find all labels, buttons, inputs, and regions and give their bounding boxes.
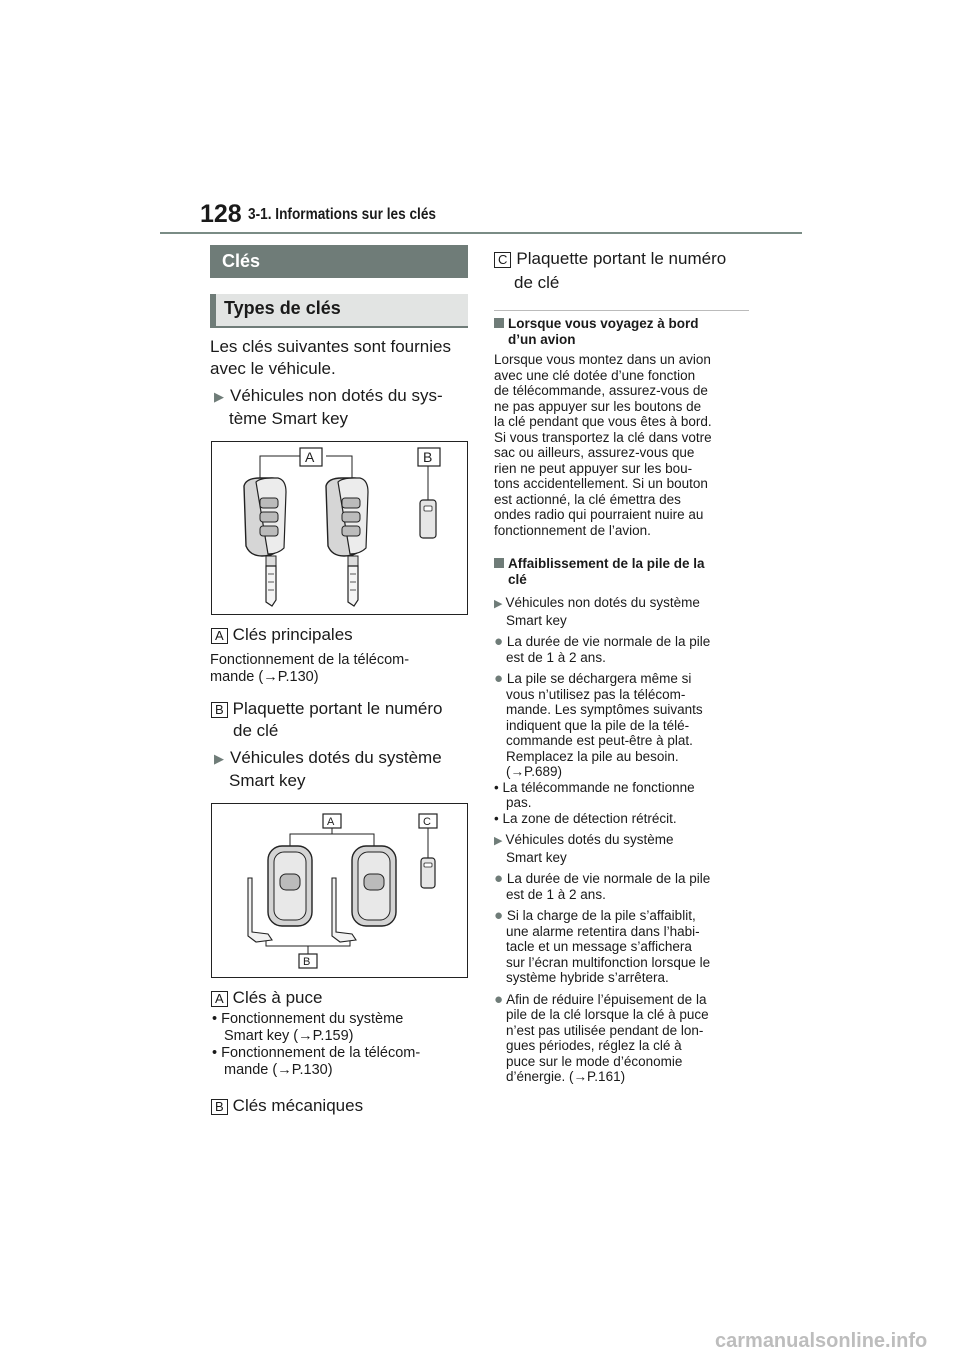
text-line: tacle et un message s’affichera	[506, 939, 692, 954]
text-line: (→P.689)	[506, 764, 563, 779]
travel-section: Lorsque vous voyagez à bord d’un avion Lorsque vous montez dans un avion avec une clé dotée d’une fonction de télécommande, assurez-vous de ne pas appuyer sur les boutons de la clé pendant que vous êtes à bord. Si vous transportez la clé dans votre sac ou ailleurs, assurez-vous que rien ne peut appuyer sur les bou- tons accidentellement. Si un bouton est actionné, la clé émettra des ondes radio qui pourraient nuire au fonctionnement de l’avion.	[494, 316, 749, 538]
battery-section: Affaiblissement de la pile de la clé ▶ Véhicules non dotés du système Smart key ● La durée de vie normale de la pile est de 1 à 2 ans. ● La pile se déchargera même si vous n’utilisez pas la télécom- mande. Les symptômes suivants indiquent que la pile de la télé- commande est peut-être à plat. Remplacez la pile au besoin. (→P.689) • La télécommande ne fonctionne pas. • La zone de détection rétrécit. ▶ Véhicules dotés du système Smart key ● La durée de vie normale de la pile est de 1 à 2 ans. ● Si la charge de la pile s’affaiblit, une alarme retentira dans l’habi- tacle et un message s’affichera sur l’écran multifonction lorsque le système hybride s’arrêtera. ● Afin de réduire l’épuisement de la pile de la clé lorsque la clé à puce n’est pas utilisée pendant de lon- gues périodes, réglez la clé à puce sur le mode d’économie d’énergie. (→P.161)	[494, 556, 749, 1085]
circle-bullet-icon: ●	[494, 633, 504, 650]
group1-heading: ▶ Véhicules non dotés du sys- tème Smart key	[214, 386, 443, 428]
figure-label-b-text: B	[423, 449, 433, 465]
square-bullet-icon	[494, 558, 504, 568]
square-bullet-icon	[494, 318, 504, 328]
text-line: une alarme retentira dans l’habi-	[506, 923, 700, 939]
text-line: n’est pas utilisée pendant de lon-	[506, 1022, 704, 1038]
item-b-conventional: B Plaquette portant le numéro de clé	[211, 698, 442, 742]
text-line: d’énergie. (→P.161)	[506, 1069, 626, 1084]
figure-smart-keys	[211, 803, 468, 978]
text-line: mande. Les symptômes suivants	[506, 702, 703, 717]
tag-a: A	[211, 628, 228, 644]
item-b-mechanical: B Clés mécaniques	[211, 1095, 363, 1117]
circle-bullet-icon: ●	[494, 870, 504, 887]
text-line: Remplacez la pile au besoin.	[506, 748, 679, 764]
text-line: tons accidentellement. Si un bouton	[494, 476, 708, 491]
item-a-conventional: A Clés principales	[211, 624, 353, 646]
text-line: ne pas appuyer sur les boutons de	[494, 398, 702, 414]
text-line: gues périodes, réglez la clé à	[506, 1038, 682, 1053]
item-a-smart-list: • Fonctionnement du système Smart key (→P.159) • Fonctionnement de la télécom- mande (→P.130)	[212, 1011, 421, 1078]
item-a-smart: A Clés à puce	[211, 987, 322, 1009]
figure2-label-c-text: C	[423, 816, 431, 828]
text-line: sac ou ailleurs, assurez-vous que	[494, 445, 695, 460]
text-line: Si vous transportez la clé dans votre	[494, 429, 712, 445]
item-c-plate: C Plaquette portant le numéro de clé	[494, 248, 726, 294]
text-line: rien ne peut appuyer sur les bou-	[494, 460, 693, 476]
triangle-icon: ▶	[214, 751, 224, 766]
text-line: commande est peut-être à plat.	[506, 733, 693, 748]
text-line: Lorsque vous montez dans un avion	[494, 352, 711, 367]
text-line: est actionné, la clé émettra des	[494, 491, 681, 507]
text-line: puce sur le mode d’économie	[506, 1053, 683, 1069]
circle-bullet-icon: ●	[494, 907, 504, 924]
tag-b-2: B	[211, 1099, 228, 1115]
smart-keys-illustration	[212, 804, 467, 977]
circle-bullet-icon: ●	[494, 670, 504, 687]
text-line: sur l’écran multifonction lorsque le	[506, 954, 711, 970]
figure2-label-b-text: B	[303, 956, 311, 968]
heading-types-de-cles: Types de clés	[210, 294, 468, 328]
text-line: vous n’utilisez pas la télécom-	[506, 686, 686, 702]
tag-a-2: A	[211, 991, 228, 1007]
remote-key-2	[326, 478, 368, 606]
smart-key-1	[248, 846, 312, 942]
triangle-icon: ▶	[494, 835, 503, 847]
page-number: 128	[200, 200, 242, 228]
group2-heading: ▶ Véhicules dotés du système Smart key	[214, 748, 442, 790]
heading-cles: Clés	[210, 245, 468, 278]
text-line: indiquent que la pile de la télé-	[506, 717, 690, 733]
smart-key-2	[332, 846, 396, 942]
text-line: avec une clé dotée d’une fonction	[494, 367, 696, 383]
key-number-plate	[420, 500, 436, 538]
text-line: de télécommande, assurez-vous de	[494, 383, 708, 398]
text-line: système hybride s’arrêtera.	[506, 970, 669, 985]
travel-body	[494, 352, 749, 538]
triangle-icon: ▶	[214, 389, 224, 404]
divider	[494, 310, 749, 311]
tag-c: C	[494, 252, 511, 268]
keys-illustration	[212, 442, 467, 614]
figure-conventional-keys	[211, 441, 468, 615]
header-rule	[160, 232, 802, 234]
tag-b: B	[211, 702, 228, 718]
text-line: fonctionnement de l’avion.	[494, 522, 651, 538]
key-number-plate-2	[421, 858, 435, 888]
circle-bullet-icon: ●	[494, 990, 504, 1008]
item-a-desc: Fonctionnement de la télécom- mande (→P.130)	[210, 652, 410, 685]
text-line: pile de la clé lorsque la clé à puce	[506, 1007, 709, 1022]
text-line: la clé pendant que vous êtes à bord.	[494, 414, 712, 429]
section-title: 3-1. Informations sur les clés	[248, 206, 437, 223]
intro-text: Les clés suivantes sont fournies avec le véhicule.	[210, 337, 451, 378]
remote-key-1	[244, 478, 286, 606]
figure-label-a-text: A	[305, 449, 315, 465]
figure2-label-a-text: A	[327, 816, 335, 828]
text-line: ondes radio qui pourraient nuire au	[494, 507, 704, 522]
triangle-icon: ▶	[494, 598, 503, 610]
watermark: carmanualsonline.info	[715, 1330, 928, 1352]
